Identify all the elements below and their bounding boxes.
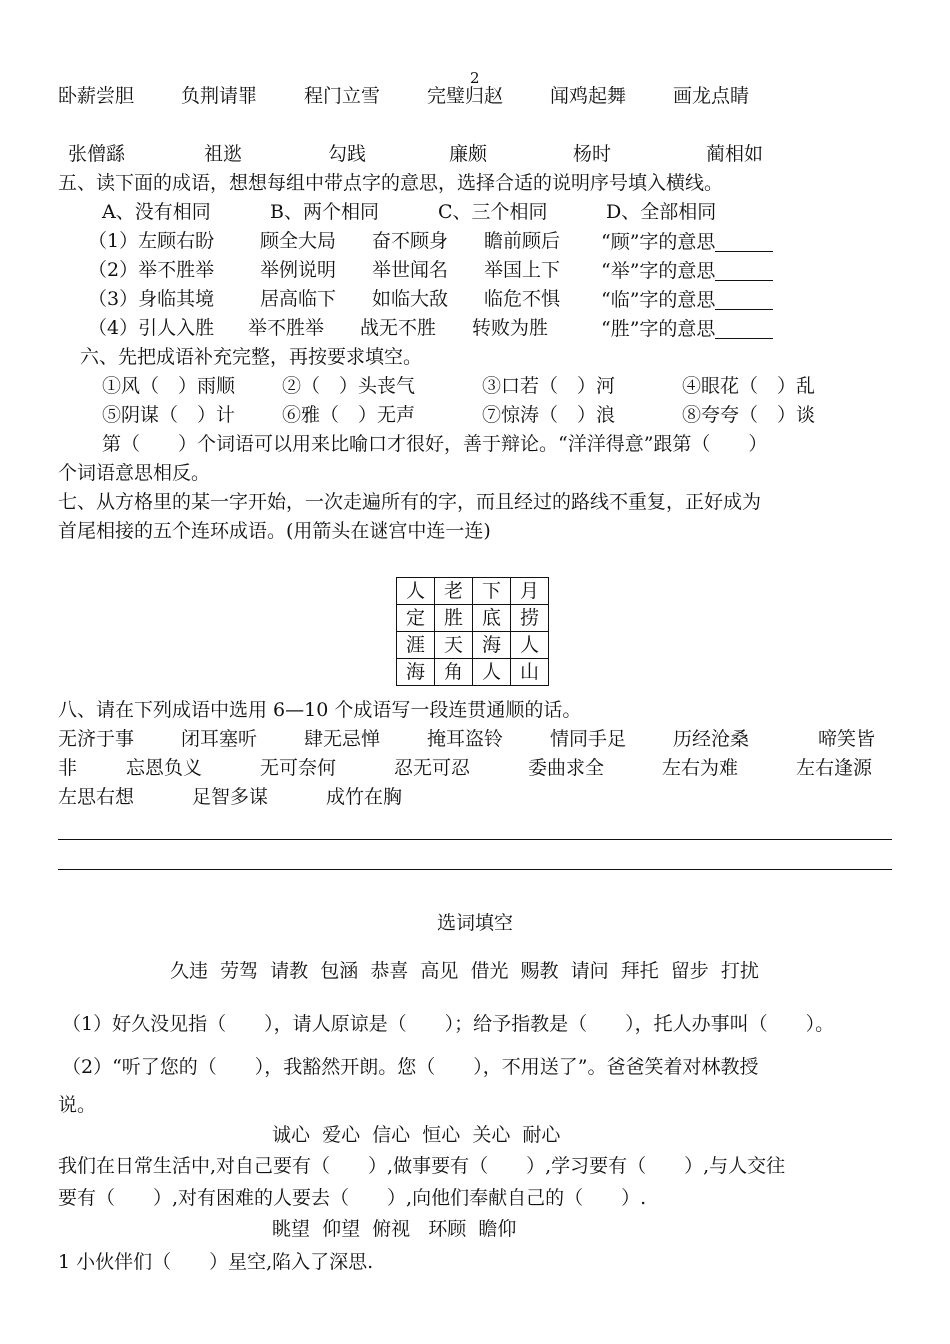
maze-cell[interactable]: 底 (473, 605, 511, 632)
idiom-maze-grid (396, 577, 549, 686)
idiom: 掩耳盗铃 (427, 728, 504, 750)
fill-idiom: ⑤阴谋（ ）计 (102, 404, 236, 426)
idiom: 足智多谋 (192, 786, 269, 808)
word-bank-3: 眺望 仰望 俯视 环顾 瞻仰 (272, 1218, 517, 1240)
person-name: 杨时 (573, 143, 612, 165)
idiom: 卧薪尝胆 (58, 85, 135, 107)
idiom: 负荆请罪 (181, 85, 258, 107)
person-name: 廉颇 (449, 143, 488, 165)
row-label: （2）举不胜举 (88, 259, 215, 281)
fill-sentence-1: 1 小伙伴们（ ）星空,陷入了深思. (58, 1251, 374, 1273)
question-text: “举”字的意思 (601, 260, 716, 282)
question-text: “胜”字的意思 (601, 318, 716, 340)
page-number: 2 (470, 69, 480, 87)
option: D、全部相同 (606, 201, 717, 223)
section8-title: 八、请在下列成语中选用 6—10 个成语写一段连贯通顺的话。 (58, 699, 582, 721)
maze-cell[interactable]: 人 (511, 632, 549, 659)
fill-idiom: ④眼花（ ）乱 (682, 375, 816, 397)
idiom: 画龙点睛 (673, 85, 750, 107)
idiom: 成竹在胸 (326, 786, 403, 808)
answer-blank[interactable] (715, 229, 773, 252)
row-label: （3）身临其境 (88, 288, 215, 310)
idiom: 忘恩负义 (126, 757, 203, 779)
answer-blank[interactable] (715, 287, 773, 310)
fill-idiom: ①风（ ）雨顺 (102, 375, 236, 397)
idiom: 委曲求全 (528, 757, 605, 779)
fill-question-1: （1）好久没见指（ ），请人原谅是（ ）；给予指教是（ ），托人办事叫（ ）。 (62, 1013, 835, 1035)
section6-title: 六、先把成语补充完整，再按要求填空。 (80, 346, 423, 368)
section7-title-cont: 首尾相接的五个连环成语。(用箭头在谜宫中连一连) (58, 520, 491, 542)
maze-cell[interactable]: 老 (435, 578, 473, 605)
fill-question-2: （2）“听了您的（ ），我豁然开朗。您（ ），不用送了”。爸爸笑着对林教授 (62, 1056, 759, 1078)
question-tail (601, 316, 773, 341)
idiom: 顾全大局 (260, 230, 337, 252)
idiom: 临危不惧 (484, 288, 561, 310)
idiom: 左右逢源 (796, 757, 873, 779)
idiom: 完璧归赵 (427, 85, 504, 107)
idiom: 举国上下 (484, 259, 561, 281)
fill-section-title: 选词填空 (436, 912, 513, 934)
answer-blank[interactable] (715, 258, 773, 281)
idiom: 左右为难 (662, 757, 739, 779)
idiom: 忍无可忍 (394, 757, 471, 779)
fill-question-2-cont: 说。 (58, 1094, 97, 1116)
option: C、三个相同 (438, 201, 548, 223)
word-bank-1: 久违 劳驾 请教 包涵 恭喜 高见 借光 赐教 请问 拜托 留步 打扰 (170, 960, 759, 982)
person-name: 蔺相如 (706, 143, 764, 165)
idiom: 闭耳塞听 (181, 728, 258, 750)
question-tail (601, 229, 773, 254)
section5-title: 五、读下面的成语，想想每组中带点字的意思，选择合适的说明序号填入横线。 (58, 172, 724, 194)
writing-line[interactable] (58, 869, 892, 870)
section7-title: 七、从方格里的某一字开始，一次走遍所有的字，而且经过的路线不重复，正好成为 (58, 491, 762, 513)
maze-cell[interactable]: 天 (435, 632, 473, 659)
maze-cell[interactable]: 角 (435, 659, 473, 686)
maze-cell[interactable]: 海 (397, 659, 435, 686)
idiom: 居高临下 (260, 288, 337, 310)
writing-line[interactable] (58, 839, 892, 840)
idiom: 转败为胜 (472, 317, 549, 339)
idiom: 程门立雪 (304, 85, 381, 107)
fill-idiom: ⑧夸夸（ ）谈 (682, 404, 816, 426)
row-label: （1）左顾右盼 (88, 230, 215, 252)
maze-cell[interactable]: 海 (473, 632, 511, 659)
word-bank-2: 诚心 爱心 信心 恒心 关心 耐心 (272, 1124, 561, 1146)
idiom: 举例说明 (260, 259, 337, 281)
idiom: 肆无忌惮 (304, 728, 381, 750)
fill-idiom: ⑦惊涛（ ）浪 (482, 404, 616, 426)
idiom: 啼笑皆 (818, 728, 876, 750)
idiom: 非 (58, 757, 78, 779)
maze-cell[interactable]: 人 (397, 578, 435, 605)
idiom: 无济于事 (58, 728, 135, 750)
question-tail (601, 287, 773, 312)
fill-paragraph-line1: 我们在日常生活中,对自己要有（ ）,做事要有（ ）,学习要有（ ）,与人交往 (58, 1155, 786, 1177)
idiom: 奋不顾身 (372, 230, 449, 252)
section6-question-cont: 个词语意思相反。 (58, 462, 211, 484)
fill-paragraph-line2: 要有（ ）,对有困难的人要去（ ）,向他们奉献自己的（ ）. (58, 1187, 647, 1209)
question-tail (601, 258, 773, 283)
maze-cell[interactable]: 涯 (397, 632, 435, 659)
fill-idiom: ⑥雅（ ）无声 (282, 404, 416, 426)
question-text: “临”字的意思 (601, 289, 716, 311)
maze-cell[interactable]: 山 (511, 659, 549, 686)
answer-blank[interactable] (715, 316, 773, 339)
question-text: “顾”字的意思 (601, 231, 716, 253)
maze-cell[interactable]: 下 (473, 578, 511, 605)
maze-cell[interactable]: 胜 (435, 605, 473, 632)
fill-idiom: ②（ ）头丧气 (282, 375, 416, 397)
idiom: 闻鸡起舞 (550, 85, 627, 107)
option: B、两个相同 (270, 201, 379, 223)
idiom: 情同手足 (550, 728, 627, 750)
maze-cell[interactable]: 定 (397, 605, 435, 632)
idiom: 瞻前顾后 (484, 230, 561, 252)
maze-cell[interactable]: 人 (473, 659, 511, 686)
idiom: 左思右想 (58, 786, 135, 808)
person-name: 张僧繇 (68, 143, 126, 165)
idiom: 历经沧桑 (673, 728, 750, 750)
idiom: 举不胜举 (248, 317, 325, 339)
idiom: 如临大敌 (372, 288, 449, 310)
fill-idiom: ③口若（ ）河 (482, 375, 616, 397)
person-name: 勾践 (328, 143, 367, 165)
person-name: 祖逖 (204, 143, 243, 165)
option: A、没有相同 (102, 201, 211, 223)
idiom: 战无不胜 (360, 317, 437, 339)
maze-cell[interactable]: 月 (511, 578, 549, 605)
idiom: 无可奈何 (260, 757, 337, 779)
maze-cell[interactable]: 捞 (511, 605, 549, 632)
idiom: 举世闻名 (372, 259, 449, 281)
section6-question: 第（ ）个词语可以用来比喻口才很好，善于辩论。“洋洋得意”跟第（ ） (102, 433, 768, 455)
row-label: （4）引人入胜 (88, 317, 215, 339)
